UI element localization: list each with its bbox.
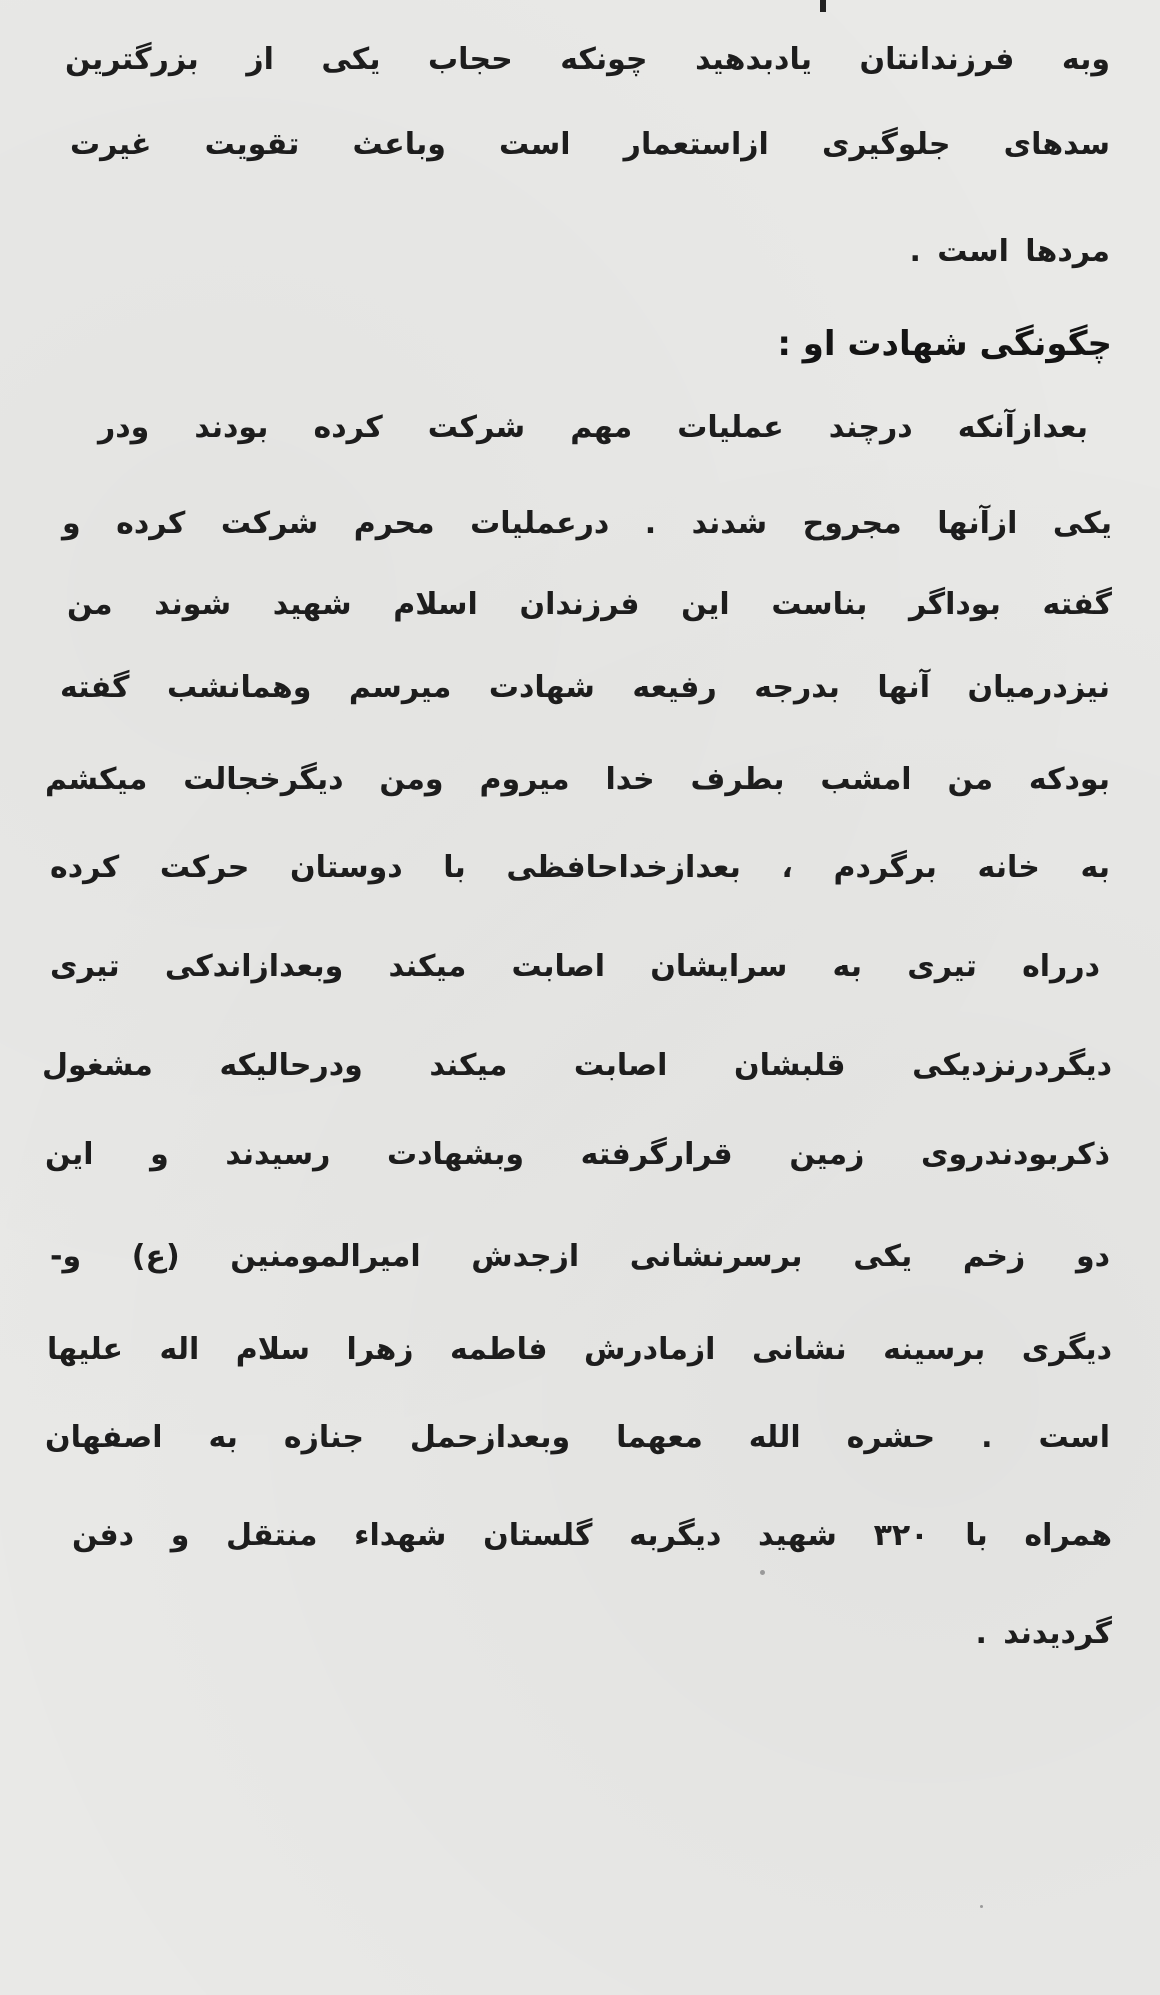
text-line: سدهای جلوگیری ازاستعمار است وباعث تقویت غیرت — [70, 127, 1110, 162]
text-line: دیگری برسینه نشانی ازمادرش فاطمه زهرا سلام اله علیها — [47, 1332, 1112, 1367]
text-line: مردها است . — [909, 234, 1110, 269]
text-line: به خانه برگردم ، بعدازخداحافظی با دوستان حرکت کرده — [50, 850, 1110, 885]
text-line: یکی ازآنها مجروح شدند . درعملیات محرم شرکت کرده و — [62, 506, 1112, 541]
scan-speck — [980, 1905, 983, 1908]
text-line: گفته بوداگر بناست این فرزندان اسلام شهید شوند من — [67, 587, 1112, 622]
text-line: دیگردرنزدیکی قلبشان اصابت میکند ودرحالیکه مشغول — [42, 1048, 1112, 1083]
text-line: دو زخم یکی برسرنشانی ازجدش امیرالمومنین (ع) و- — [50, 1239, 1110, 1274]
text-line: است . حشره الله معهما وبعدازحمل جنازه به اصفهان — [45, 1420, 1110, 1455]
text-line: بودکه من امشب بطرف خدا میروم ومن دیگرخجالت میکشم — [45, 762, 1110, 797]
text-line: ذکربودندروی زمین قرارگرفته وبشهادت رسیدند و این — [45, 1137, 1110, 1172]
text-line: بعدازآنکه درچند عملیات مهم شرکت کرده بودند ودر — [98, 410, 1088, 445]
scan-speck — [760, 1570, 765, 1575]
top-edge-mark — [820, 0, 826, 12]
text-line: گردیدند . — [975, 1616, 1112, 1651]
text-line: درراه تیری به سرایشان اصابت میکند وبعدازاندکی تیری — [50, 949, 1100, 984]
text-line: وبه فرزندانتان یادبدهید چونکه حجاب یکی از بزرگترین — [65, 42, 1110, 77]
text-line: نیزدرمیان آنها بدرجه رفیعه شهادت میرسم وهمانشب گفته — [60, 670, 1110, 705]
text-line: همراه با ۳۲۰ شهید دیگربه گلستان شهداء منتقل و دفن — [72, 1518, 1112, 1553]
section-heading: چگونگی شهادت او : — [777, 324, 1112, 364]
